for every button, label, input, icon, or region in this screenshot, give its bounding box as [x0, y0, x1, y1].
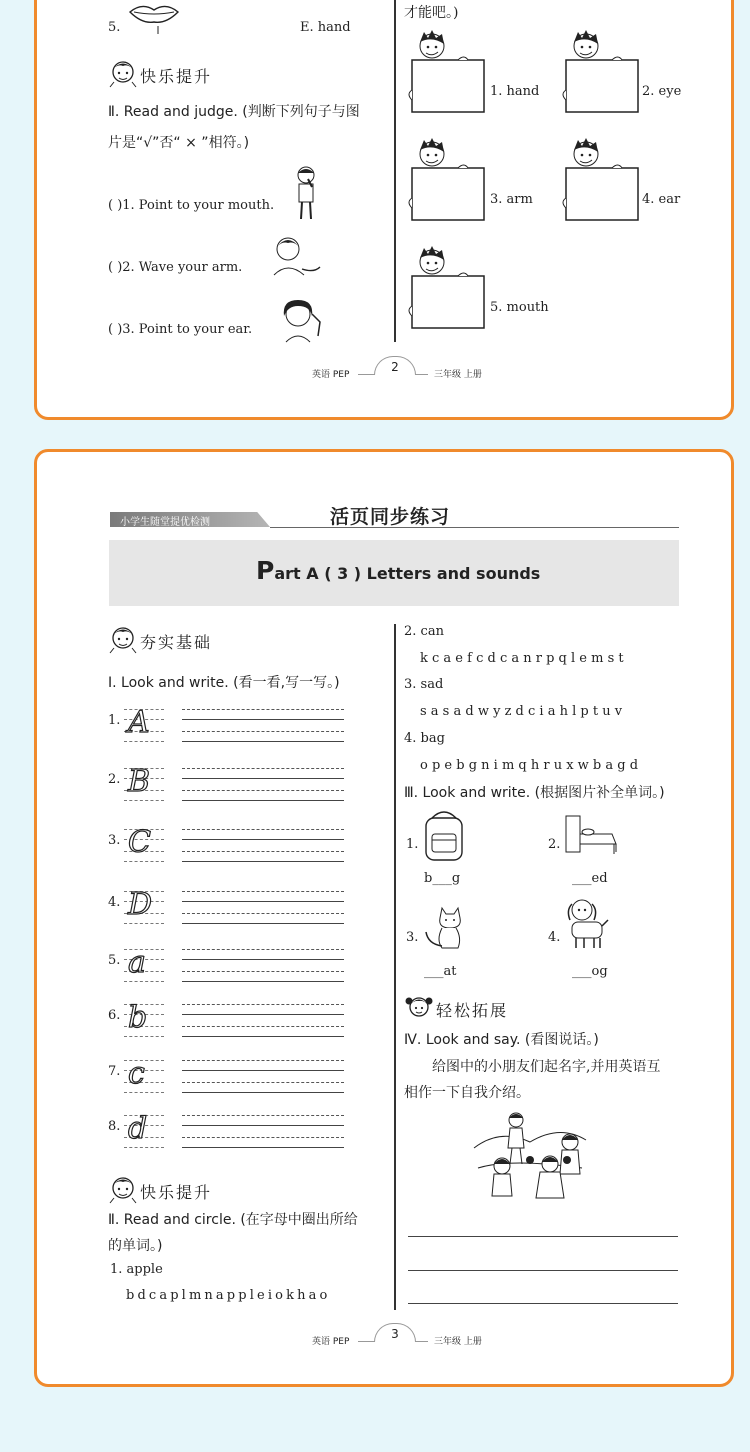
write-item-glyph: b	[128, 1000, 148, 1035]
write-item-practice-lines[interactable]	[182, 1113, 344, 1151]
write-item-letter-sample	[124, 827, 164, 865]
write-item-practice-lines[interactable]	[182, 1002, 344, 1040]
dog-illustration	[562, 896, 610, 952]
boy-pointing-mouth-illustration	[292, 165, 322, 221]
write-item-number: 5.	[108, 953, 121, 968]
circle-item-3-word: 3. sad	[404, 677, 444, 692]
column-divider-p2	[394, 624, 396, 1310]
lips-illustration	[128, 0, 180, 34]
part1-title: Ⅰ. Look and write. (看一看,写一写。)	[108, 675, 340, 691]
write-item-letter-sample	[124, 1058, 164, 1096]
fill-item-3-word: ___at	[424, 964, 457, 979]
boy-holding-board-illustration	[560, 30, 642, 116]
page-number-p1: 2	[374, 356, 416, 375]
banner-left-text: 小学生随堂提优检测	[120, 517, 210, 528]
boy-waving-arm-illustration	[266, 235, 322, 281]
boy-holding-board-illustration	[406, 30, 488, 116]
circle-item-3-letters: s a s a d w y z d c i a h l p t u v	[420, 704, 623, 719]
write-item-practice-lines[interactable]	[182, 827, 344, 865]
bed-illustration	[562, 812, 618, 856]
write-item-number: 4.	[108, 895, 121, 910]
answer-line-3	[408, 1303, 678, 1304]
cat-illustration	[420, 902, 466, 952]
part-title-initial: P	[256, 556, 275, 585]
section-easy-title: 轻松拓展	[436, 1001, 509, 1020]
part2-title-p2: Ⅱ. Read and circle. (在字母中圈出所给	[108, 1212, 358, 1228]
fill-item-4-num: 4.	[548, 930, 561, 945]
fill-item-1-num: 1.	[406, 837, 419, 852]
part-title	[256, 556, 540, 585]
write-item-glyph: D	[128, 887, 153, 922]
footer-left-p1: 英语 PEP	[312, 370, 350, 380]
fill-item-1-word: b___g	[424, 871, 461, 886]
circle-item-2-letters: k c a e f c d c a n r p q l e m s t	[420, 651, 624, 666]
part3-title: Ⅲ. Look and write. (根据图片补全单词。)	[404, 785, 665, 801]
part2-title-p2-line2: 的单词。)	[108, 1238, 163, 1254]
boy-head-icon	[108, 58, 138, 88]
write-item-practice-lines[interactable]	[182, 1058, 344, 1096]
write-item-letter-sample	[124, 947, 164, 985]
part2-title-p1-line2: 片是“√”否“ × ”相符。)	[108, 135, 250, 151]
write-item-glyph: B	[128, 764, 151, 799]
part4-desc-line1: 给图中的小朋友们起名字,并用英语互	[432, 1059, 661, 1075]
top-right-text: 才能吧。)	[404, 5, 459, 21]
write-item-letter-sample	[124, 707, 164, 745]
circle-item-2-word: 2. can	[404, 624, 444, 639]
circle-item-1-letters: b d c a p l m n a p p l e i o k h a o	[126, 1288, 328, 1303]
write-item-number: 8.	[108, 1119, 121, 1134]
part-title-rest: art A ( 3 ) Letters and sounds	[274, 564, 541, 583]
judge-item-3: ( )3. Point to your ear.	[108, 322, 253, 337]
board-2-label: 2. eye	[642, 84, 682, 99]
page-number-p2: 3	[374, 1323, 416, 1342]
footer-right-p1: 三年级 上册	[434, 370, 482, 380]
write-item-number: 7.	[108, 1064, 121, 1079]
boy-holding-board-illustration	[406, 246, 488, 332]
write-item-practice-lines[interactable]	[182, 947, 344, 985]
part4-title: Ⅳ. Look and say. (看图说话。)	[404, 1032, 599, 1048]
write-item-number: 1.	[108, 713, 121, 728]
circle-item-1-word: 1. apple	[110, 1262, 163, 1277]
answer-line-2	[408, 1270, 678, 1271]
boy-head-icon	[108, 1174, 138, 1204]
fill-item-3-num: 3.	[406, 930, 419, 945]
fill-item-4-word: ___og	[572, 964, 608, 979]
item-5-label: 5.	[108, 20, 121, 35]
children-group-illustration	[470, 1108, 590, 1204]
section-solid-title: 夯实基础	[140, 633, 213, 652]
footer-right-p2: 三年级 上册	[434, 1337, 482, 1347]
write-item-number: 3.	[108, 833, 121, 848]
write-item-number: 2.	[108, 772, 121, 787]
write-item-practice-lines[interactable]	[182, 766, 344, 804]
judge-item-2: ( )2. Wave your arm.	[108, 260, 243, 275]
write-item-glyph: A	[128, 705, 150, 740]
part2-title-p1: Ⅱ. Read and judge. (判断下列句子与图	[108, 104, 360, 120]
board-3-label: 3. arm	[490, 192, 533, 207]
write-item-practice-lines[interactable]	[182, 707, 344, 745]
schoolbag-illustration	[420, 808, 468, 862]
write-item-letter-sample	[124, 1002, 164, 1040]
footer-left-p2: 英语 PEP	[312, 1337, 350, 1347]
fill-item-2-num: 2.	[548, 837, 561, 852]
write-item-glyph: d	[128, 1111, 148, 1146]
girl-head-icon	[404, 992, 434, 1022]
item-5-word: E. hand	[300, 20, 351, 35]
column-divider-p1	[394, 0, 396, 342]
board-1-label: 1. hand	[490, 84, 540, 99]
write-item-letter-sample	[124, 889, 164, 927]
section-happy-title-p2: 快乐提升	[140, 1183, 213, 1202]
judge-item-1: ( )1. Point to your mouth.	[108, 198, 275, 213]
girl-pointing-ear-illustration	[278, 296, 328, 346]
write-item-letter-sample	[124, 766, 164, 804]
board-5-label: 5. mouth	[490, 300, 549, 315]
boy-holding-board-illustration	[406, 138, 488, 224]
write-item-practice-lines[interactable]	[182, 889, 344, 927]
banner-title: 活页同步练习	[330, 506, 451, 528]
write-item-glyph: c	[128, 1056, 145, 1091]
circle-item-4-letters: o p e b g n i m q h r u x w b a g d	[420, 758, 639, 773]
part4-desc-line2: 相作一下自我介绍。	[404, 1085, 530, 1101]
boy-holding-board-illustration	[560, 138, 642, 224]
write-item-letter-sample	[124, 1113, 164, 1151]
write-item-glyph: C	[128, 825, 151, 860]
boy-head-icon	[108, 624, 138, 654]
write-item-glyph: a	[128, 945, 146, 980]
section-happy-title-p1: 快乐提升	[140, 67, 213, 86]
fill-item-2-word: ___ed	[572, 871, 608, 886]
board-4-label: 4. ear	[642, 192, 681, 207]
circle-item-4-word: 4. bag	[404, 731, 445, 746]
write-item-number: 6.	[108, 1008, 121, 1023]
answer-line-1	[408, 1236, 678, 1237]
